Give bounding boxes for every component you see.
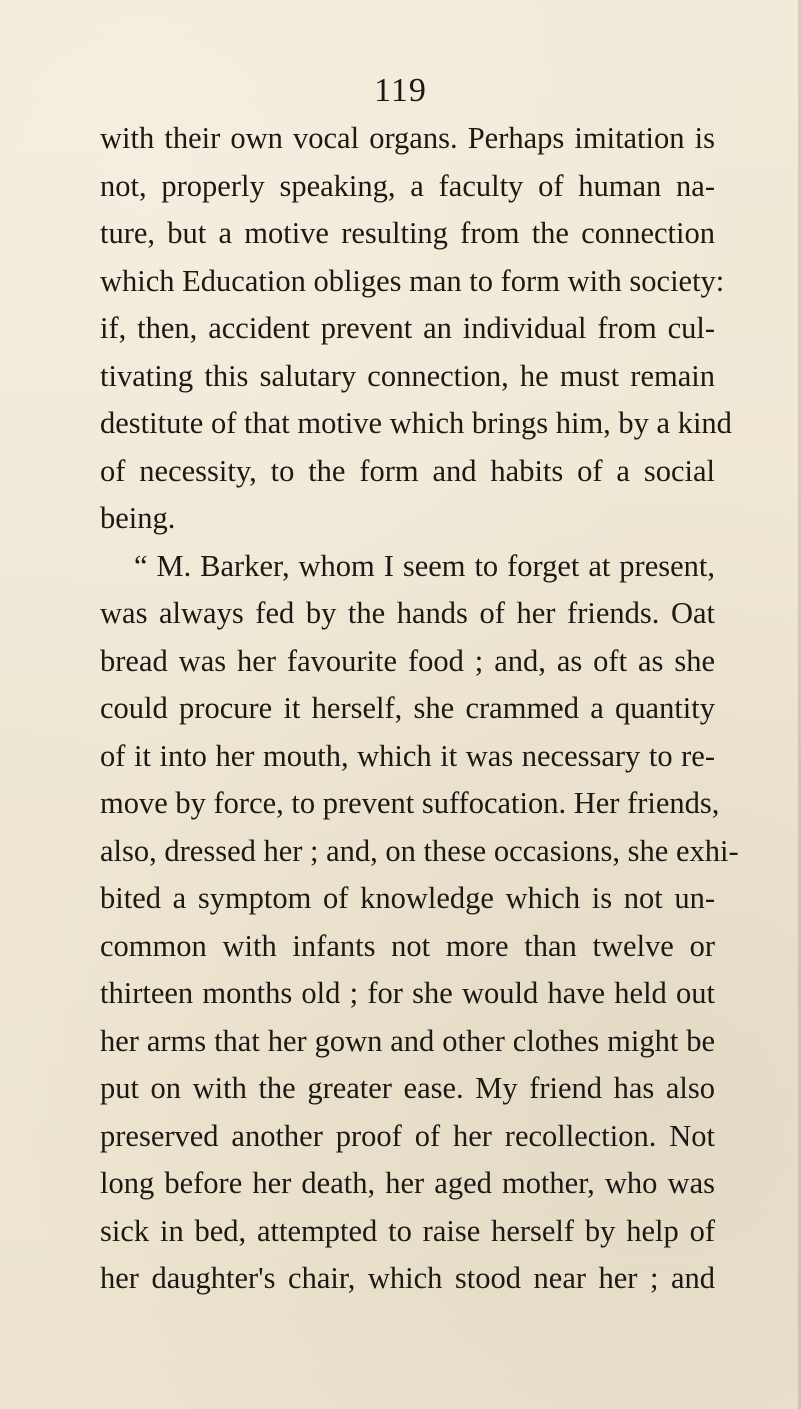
text-line: was always fed by the hands of her friends. Oat <box>100 596 715 630</box>
text-line: could procure it herself, she crammed a quantity <box>100 691 715 725</box>
text-line: which Education obliges man to form with society: <box>100 263 725 298</box>
text-line: move by force, to prevent suffocation. Her friends, <box>100 786 720 820</box>
text-line: with their own vocal organs. Perhaps imitation is <box>100 121 715 155</box>
text-line: if, then, accident prevent an individual from cul- <box>100 311 715 345</box>
text-line: of it into her mouth, which it was necessary to re- <box>100 738 715 773</box>
text-line: common with infants not more than twelve or <box>100 928 715 963</box>
page-number: 119 <box>374 72 427 109</box>
text-line: bread was her favourite food ; and, as oft as she <box>100 643 715 678</box>
text-line: her daughter's chair, which stood near her ; and <box>100 1261 715 1295</box>
text-line: preserved another proof of her recollection. Not <box>100 1118 715 1153</box>
quote-start-line: “ M. Barker, whom I seem to forget at present, <box>134 548 715 583</box>
text-line: her arms that her gown and other clothes might be <box>100 1023 715 1058</box>
text-line: put on with the greater ease. My friend has also <box>100 1071 715 1105</box>
text-line: of necessity, to the form and habits of a social <box>100 453 715 488</box>
text-line: tivating this salutary connection, he must remain <box>100 358 715 393</box>
text-line: also, dressed her ; and, on these occasions, she exhi- <box>100 833 739 868</box>
text-line: ture, but a motive resulting from the connection <box>100 216 715 250</box>
text-line: not, properly speaking, a faculty of human na- <box>100 168 715 203</box>
text-line: long before her death, her aged mother, who was <box>100 1166 715 1200</box>
text-line: destitute of that motive which brings him, by a kind <box>100 406 732 440</box>
text-line: sick in bed, attempted to raise herself by help of <box>100 1213 715 1248</box>
text-line: bited a symptom of knowledge which is not un- <box>100 881 715 915</box>
paragraph-end-line: being. <box>100 501 176 535</box>
body-text <box>100 115 739 1303</box>
text-line: thirteen months old ; for she would have held out <box>100 976 715 1010</box>
